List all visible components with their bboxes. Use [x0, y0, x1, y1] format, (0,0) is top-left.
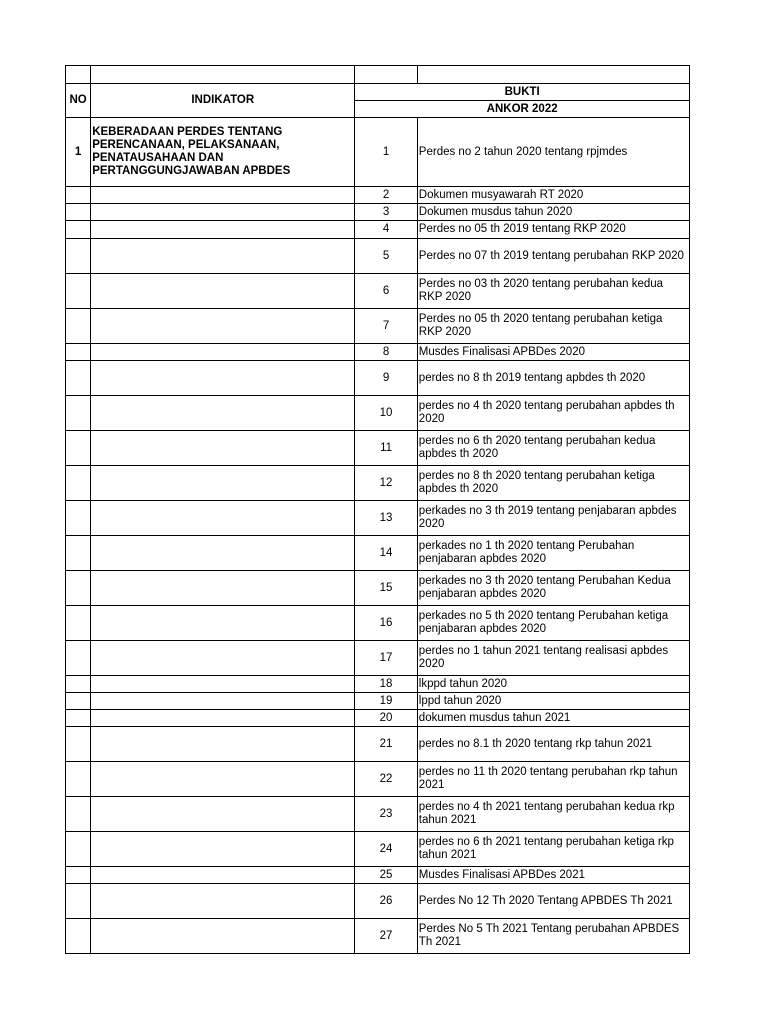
bukti-text[interactable]: perkades no 3 th 2020 tentang Perubahan Kedua penjabaran apbdes 2020	[417, 571, 689, 606]
table-row	[66, 187, 690, 204]
no-cell[interactable]	[66, 867, 91, 884]
no-cell[interactable]	[66, 466, 91, 501]
blank-cell[interactable]	[417, 66, 689, 84]
indikator-cell[interactable]	[91, 762, 355, 797]
bukti-text[interactable]: perkades no 3 th 2019 tentang penjabaran apbdes 2020	[417, 501, 689, 536]
indikator-cell[interactable]	[91, 641, 355, 676]
no-cell[interactable]	[66, 344, 91, 361]
blank-top-row	[66, 66, 690, 84]
indikator-cell[interactable]	[91, 884, 355, 919]
bukti-number[interactable]: 1	[355, 118, 418, 187]
table-row	[66, 693, 690, 710]
bukti-number[interactable]: 27	[355, 919, 418, 954]
bukti-number[interactable]: 26	[355, 884, 418, 919]
bukti-number[interactable]: 12	[355, 466, 418, 501]
indicator-table	[65, 65, 690, 954]
indikator-cell[interactable]	[91, 536, 355, 571]
no-cell[interactable]	[66, 501, 91, 536]
table-row	[66, 606, 690, 641]
no-cell[interactable]	[66, 274, 91, 309]
indicator-text[interactable]: KEBERADAAN PERDES TENTANG PERENCANAAN, PELAKSANAAN, PENATAUSAHAAN DAN PERTANGGUNGJAWABAN APBDES	[91, 118, 355, 187]
bukti-number[interactable]: 2	[355, 187, 418, 204]
table-row	[66, 710, 690, 727]
no-cell[interactable]	[66, 309, 91, 344]
no-cell[interactable]	[66, 797, 91, 832]
bukti-number[interactable]: 9	[355, 361, 418, 396]
indikator-cell[interactable]	[91, 710, 355, 727]
indikator-cell[interactable]	[91, 693, 355, 710]
bukti-number[interactable]: 6	[355, 274, 418, 309]
bukti-text[interactable]: Perdes no 07 th 2019 tentang perubahan RKP 2020	[417, 239, 689, 274]
blank-cell[interactable]	[355, 66, 418, 84]
header-ankor[interactable]: ANKOR 2022	[355, 101, 690, 118]
indikator-cell[interactable]	[91, 221, 355, 239]
no-cell[interactable]	[66, 676, 91, 693]
no-cell[interactable]	[66, 361, 91, 396]
table-row	[66, 344, 690, 361]
bukti-text[interactable]: Perdes no 05 th 2019 tentang RKP 2020	[417, 221, 689, 239]
table-row	[66, 501, 690, 536]
no-cell[interactable]	[66, 727, 91, 762]
bukti-number[interactable]: 8	[355, 344, 418, 361]
bukti-number[interactable]: 4	[355, 221, 418, 239]
bukti-number[interactable]: 5	[355, 239, 418, 274]
bukti-number[interactable]: 11	[355, 431, 418, 466]
bukti-text[interactable]: perdes no 8.1 th 2020 tentang rkp tahun 2021	[417, 727, 689, 762]
indikator-cell[interactable]	[91, 204, 355, 221]
indikator-cell[interactable]	[91, 606, 355, 641]
bukti-text[interactable]: perkades no 5 th 2020 tentang Perubahan ketiga penjabaran apbdes 2020	[417, 606, 689, 641]
bukti-number[interactable]: 10	[355, 396, 418, 431]
table-row	[66, 239, 690, 274]
no-cell[interactable]	[66, 221, 91, 239]
bukti-number[interactable]: 15	[355, 571, 418, 606]
no-cell[interactable]	[66, 693, 91, 710]
bukti-number[interactable]: 7	[355, 309, 418, 344]
bukti-number[interactable]: 25	[355, 867, 418, 884]
bukti-number[interactable]: 23	[355, 797, 418, 832]
bukti-number[interactable]: 22	[355, 762, 418, 797]
table-row	[66, 536, 690, 571]
table-row	[66, 884, 690, 919]
table-row	[66, 309, 690, 344]
bukti-text[interactable]: Musdes Finalisasi APBDes 2020	[417, 344, 689, 361]
table-row	[66, 466, 690, 501]
bukti-number[interactable]: 14	[355, 536, 418, 571]
table-row	[66, 676, 690, 693]
bukti-text[interactable]: dokumen musdus tahun 2021	[417, 710, 689, 727]
indikator-cell[interactable]	[91, 727, 355, 762]
indikator-cell[interactable]	[91, 309, 355, 344]
indikator-cell[interactable]	[91, 274, 355, 309]
indikator-cell[interactable]	[91, 396, 355, 431]
table-row	[66, 832, 690, 867]
blank-cell[interactable]	[91, 66, 355, 84]
no-cell[interactable]	[66, 832, 91, 867]
indikator-cell[interactable]	[91, 832, 355, 867]
bukti-text[interactable]: perdes no 4 th 2021 tentang perubahan kedua rkp tahun 2021	[417, 797, 689, 832]
bukti-text[interactable]: Dokumen musdus tahun 2020	[417, 204, 689, 221]
indikator-cell[interactable]	[91, 676, 355, 693]
bukti-text[interactable]: perdes no 4 th 2020 tentang perubahan apbdes th 2020	[417, 396, 689, 431]
bukti-text[interactable]: perdes no 6 th 2020 tentang perubahan kedua apbdes th 2020	[417, 431, 689, 466]
bukti-number[interactable]: 16	[355, 606, 418, 641]
table-row	[66, 797, 690, 832]
bukti-number[interactable]: 21	[355, 727, 418, 762]
bukti-number[interactable]: 18	[355, 676, 418, 693]
no-cell[interactable]	[66, 187, 91, 204]
bukti-text[interactable]: lppd tahun 2020	[417, 693, 689, 710]
bukti-number[interactable]: 3	[355, 204, 418, 221]
table-row	[66, 431, 690, 466]
indicator-no[interactable]: 1	[66, 118, 91, 187]
no-cell[interactable]	[66, 239, 91, 274]
no-cell[interactable]	[66, 884, 91, 919]
bukti-number[interactable]: 19	[355, 693, 418, 710]
table-row	[66, 396, 690, 431]
no-cell[interactable]	[66, 710, 91, 727]
bukti-number[interactable]: 24	[355, 832, 418, 867]
header-row-1	[66, 84, 690, 101]
header-indikator[interactable]: INDIKATOR	[91, 84, 355, 118]
bukti-text[interactable]: Perdes No 5 Th 2021 Tentang perubahan APBDES Th 2021	[417, 919, 689, 954]
bukti-text[interactable]: perkades no 1 th 2020 tentang Perubahan penjabaran apbdes 2020	[417, 536, 689, 571]
bukti-text[interactable]: Perdes no 05 th 2020 tentang perubahan ketiga RKP 2020	[417, 309, 689, 344]
no-cell[interactable]	[66, 571, 91, 606]
table-row	[66, 762, 690, 797]
no-cell[interactable]	[66, 536, 91, 571]
bukti-text[interactable]: perdes no 8 th 2019 tentang apbdes th 2020	[417, 361, 689, 396]
bukti-text[interactable]: perdes no 11 th 2020 tentang perubahan rkp tahun 2021	[417, 762, 689, 797]
no-cell[interactable]	[66, 431, 91, 466]
indikator-cell[interactable]	[91, 344, 355, 361]
table-row	[66, 204, 690, 221]
indikator-cell[interactable]	[91, 867, 355, 884]
no-cell[interactable]	[66, 396, 91, 431]
table-row	[66, 118, 690, 187]
no-cell[interactable]	[66, 606, 91, 641]
bukti-number[interactable]: 17	[355, 641, 418, 676]
table-row	[66, 274, 690, 309]
bukti-text[interactable]: perdes no 1 tahun 2021 tentang realisasi apbdes 2020	[417, 641, 689, 676]
blank-cell[interactable]	[66, 66, 91, 84]
table-row	[66, 571, 690, 606]
bukti-number[interactable]: 13	[355, 501, 418, 536]
table-row	[66, 221, 690, 239]
indikator-cell[interactable]	[91, 571, 355, 606]
no-cell[interactable]	[66, 762, 91, 797]
bukti-text[interactable]: perdes no 6 th 2021 tentang perubahan ketiga rkp tahun 2021	[417, 832, 689, 867]
bukti-text[interactable]: lkppd tahun 2020	[417, 676, 689, 693]
no-cell[interactable]	[66, 641, 91, 676]
indikator-cell[interactable]	[91, 361, 355, 396]
table-row	[66, 361, 690, 396]
bukti-text[interactable]: Perdes No 12 Th 2020 Tentang APBDES Th 2021	[417, 884, 689, 919]
indikator-cell[interactable]	[91, 239, 355, 274]
bukti-text[interactable]: perdes no 8 th 2020 tentang perubahan ketiga apbdes th 2020	[417, 466, 689, 501]
bukti-text[interactable]: Musdes Finalisasi APBDes 2021	[417, 867, 689, 884]
table-row	[66, 867, 690, 884]
bukti-number[interactable]: 20	[355, 710, 418, 727]
no-cell[interactable]	[66, 204, 91, 221]
indikator-cell[interactable]	[91, 431, 355, 466]
header-bukti[interactable]: BUKTI	[355, 84, 690, 101]
table-row	[66, 641, 690, 676]
indikator-cell[interactable]	[91, 501, 355, 536]
header-no[interactable]: NO	[66, 84, 91, 118]
bukti-text[interactable]: Perdes no 2 tahun 2020 tentang rpjmdes	[417, 118, 689, 187]
bukti-text[interactable]: Perdes no 03 th 2020 tentang perubahan kedua RKP 2020	[417, 274, 689, 309]
indikator-cell[interactable]	[91, 466, 355, 501]
table-row	[66, 919, 690, 954]
indikator-cell[interactable]	[91, 797, 355, 832]
no-cell[interactable]	[66, 919, 91, 954]
bukti-text[interactable]: Dokumen musyawarah RT 2020	[417, 187, 689, 204]
indikator-cell[interactable]	[91, 187, 355, 204]
indikator-cell[interactable]	[91, 919, 355, 954]
table-row	[66, 727, 690, 762]
